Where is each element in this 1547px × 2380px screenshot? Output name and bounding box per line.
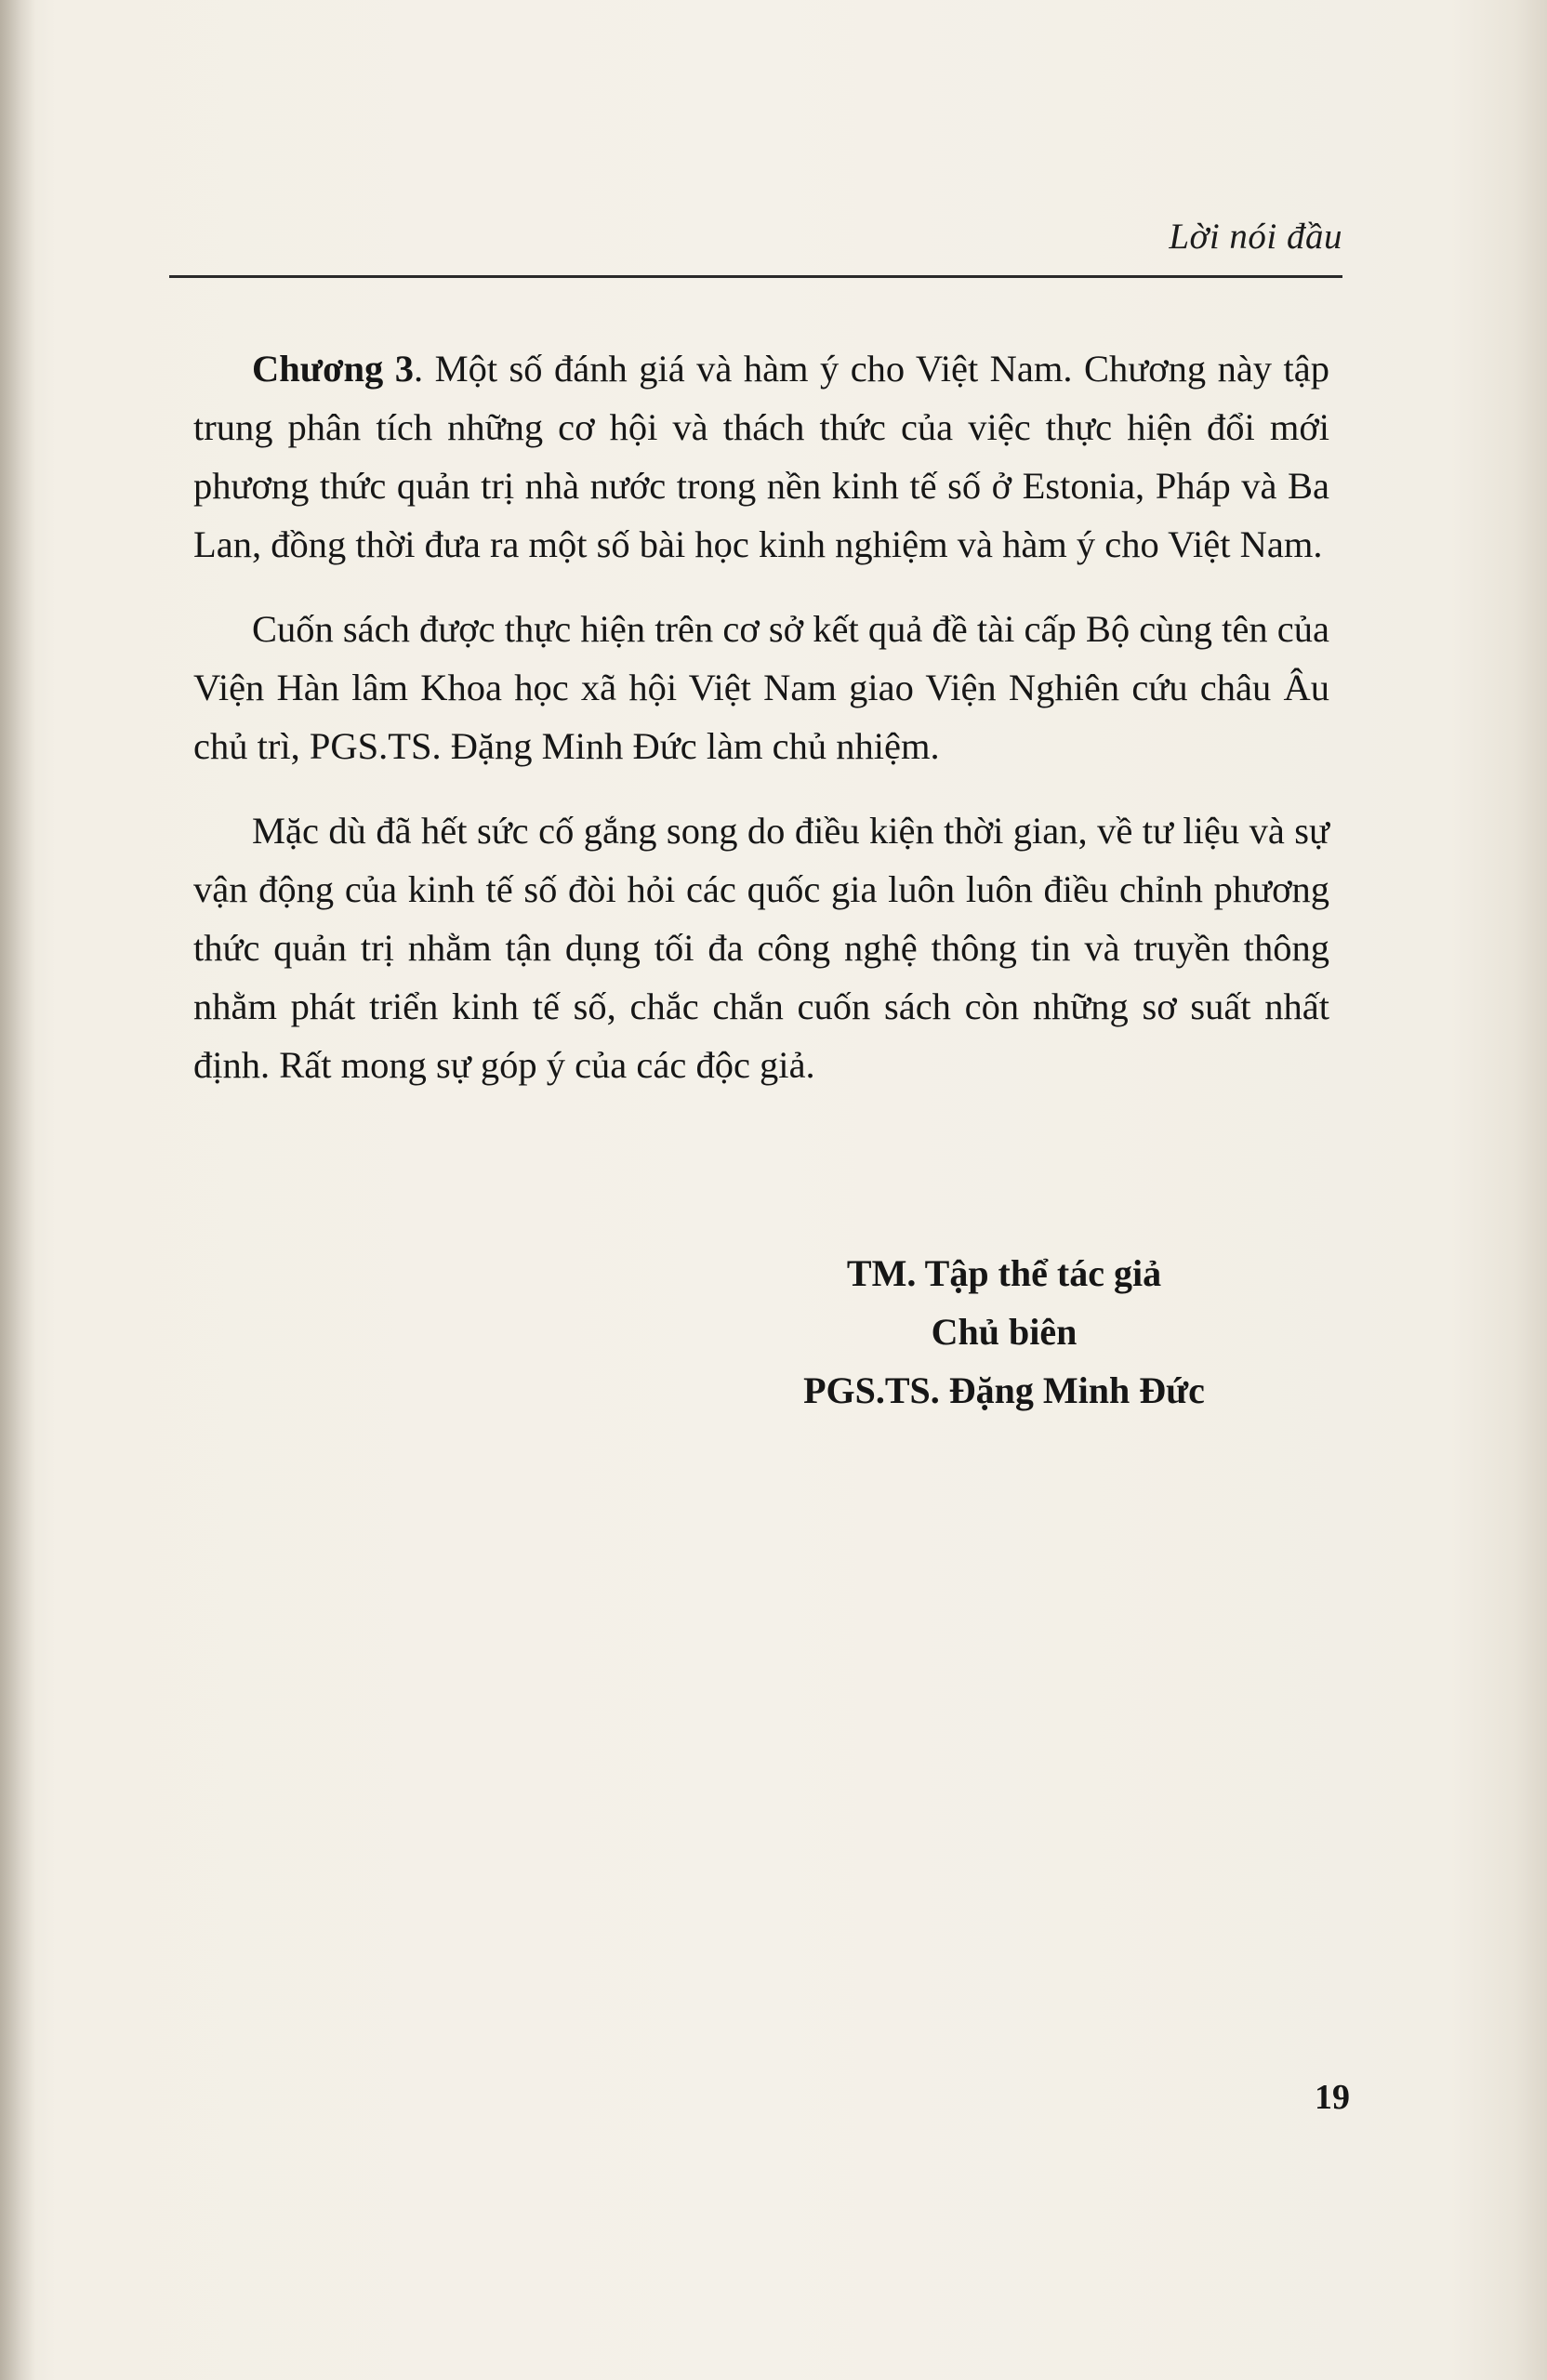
page-number: 19 — [1315, 2078, 1350, 2117]
body-text — [193, 339, 1329, 1120]
running-title: Lời nói đầu — [1169, 217, 1342, 257]
signature-block — [707, 1244, 1302, 1420]
chapter-3-text: . Một số đánh giá và hàm ý cho Việt Nam. Chương này tập trung phân tích những cơ hội và thách thức của việc thực hiện đổi mới phương thức quản trị nhà nước trong nền kinh tế số ở Estonia, Pháp và Ba Lan, đồng thời đưa ra một số bài học kinh nghiệm và hàm ý cho Việt Nam. — [193, 348, 1329, 565]
header-rule — [169, 275, 1342, 278]
chapter-label: Chương 3 — [252, 348, 414, 390]
spine-shadow — [0, 0, 35, 2380]
signature-line-2: Chủ biên — [931, 1311, 1078, 1353]
signature-line-3: PGS.TS. Đặng Minh Đức — [803, 1369, 1205, 1411]
paragraph-book-origin: Cuốn sách được thực hiện trên cơ sở kết quả đề tài cấp Bộ cùng tên của Viện Hàn lâm Khoa học xã hội Việt Nam giao Viện Nghiên cứu châu Âu chủ trì, PGS.TS. Đặng Minh Đức làm chủ nhiệm. — [193, 608, 1329, 767]
paragraph-chapter-3 — [193, 339, 1329, 574]
paragraph-apology: Mặc dù đã hết sức cố gắng song do điều kiện thời gian, về tư liệu và sự vận động của kinh tế số đòi hỏi các quốc gia luôn luôn điều chỉnh phương thức quản trị nhằm tận dụng tối đa công nghệ thông tin và truyền thông nhằm phát triển kinh tế số, chắc chắn cuốn sách còn những sơ suất nhất định. Rất mong sự góp ý của các độc giả. — [193, 810, 1329, 1086]
signature-line-1: TM. Tập thể tác giả — [846, 1252, 1162, 1294]
running-header — [167, 216, 1342, 271]
